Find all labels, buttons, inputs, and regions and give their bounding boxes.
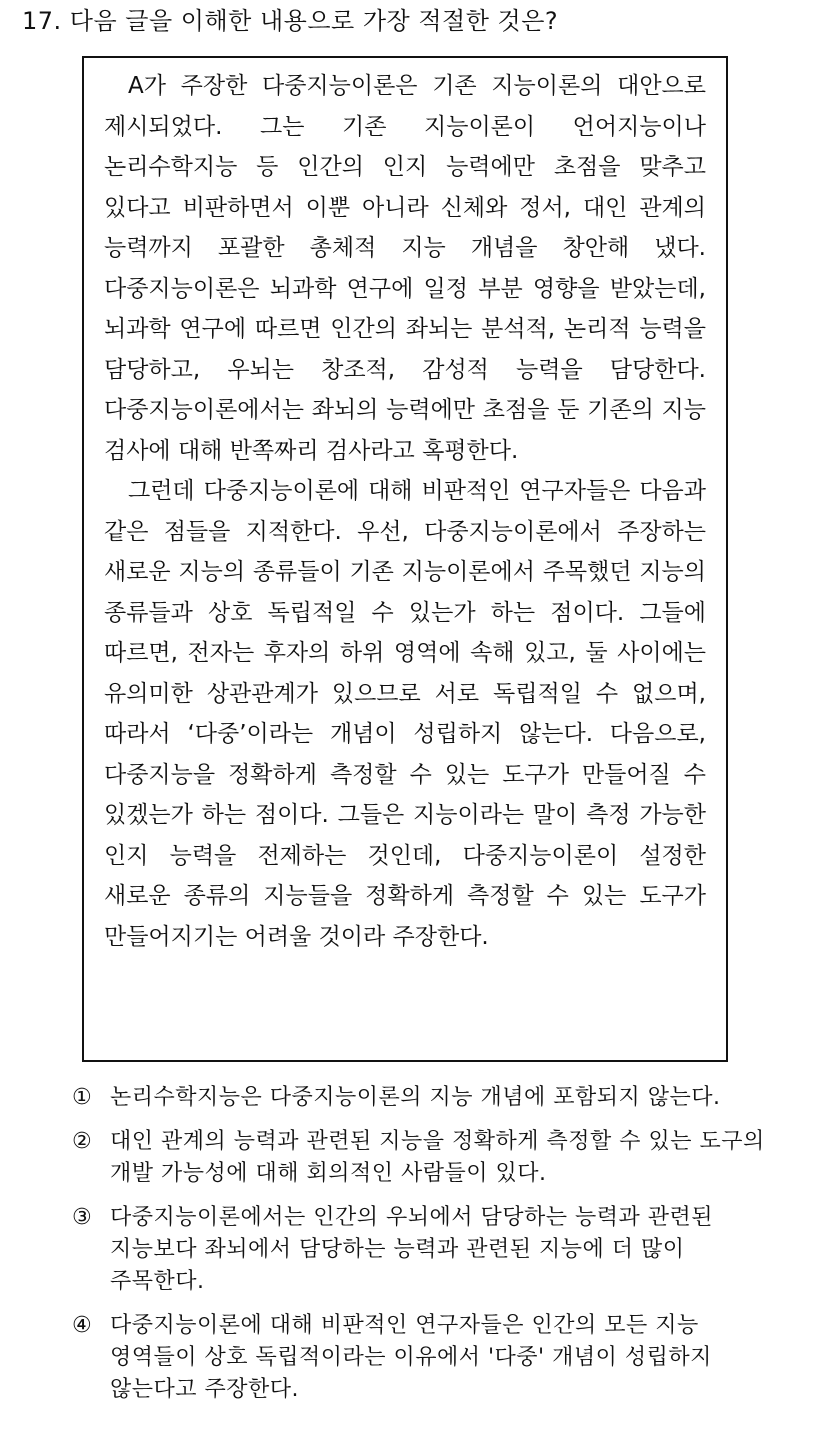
choice-number-1: ① [72,1085,92,1110]
choice-4[interactable] [72,1310,772,1406]
choice-text-2: 대인 관계의 능력과 관련된 지능을 정확하게 측정할 수 있는 도구의 개발 가능성에 대해 회의적인 사람들이 있다. [110,1129,765,1186]
passage-box [82,56,728,1062]
question-title: 17. 다음 글을 이해한 내용으로 가장 적절한 것은? [22,7,559,35]
choice-text-3: 다중지능이론에서는 인간의 우뇌에서 담당하는 능력과 관련된 지능보다 좌뇌에서 담당하는 능력과 관련된 지능에 더 많이 주목한다. [110,1205,714,1294]
choice-text-1: 논리수학지능은 다중지능이론의 지능 개념에 포함되지 않는다. [110,1085,721,1110]
passage-text [104,66,706,957]
choice-2[interactable] [72,1126,772,1190]
choice-number-3: ③ [72,1205,92,1230]
choice-3[interactable] [72,1202,772,1298]
choice-number-2: ② [72,1129,92,1154]
choice-1[interactable] [72,1082,772,1114]
choice-text-4: 다중지능이론에 대해 비판적인 연구자들은 인간의 모든 지능 영역들이 상호 독립적이라는 이유에서 '다중' 개념이 성립하지 않는다고 주장한다. [110,1313,712,1402]
answer-choices [72,1082,772,1418]
choice-number-4: ④ [72,1313,92,1338]
passage-paragraph-1: A가 주장한 다중지능이론은 기존 지능이론의 대안으로 제시되었다. 그는 기존 지능이론이 언어지능이나 논리수학지능 등 인간의 인지 능력에만 초점을 맞추고 있다고 비판하면서 이뿐 아니라 신체와 정서, 대인 관계의 능력까지 포괄한 총체적 지능 개념을 창안해 냈다. 다중지능이론은 뇌과학 연구에 일정 부분 영향을 받았는데, 뇌과학 연구에 따르면 인간의 좌뇌는 분석적, 논리적 능력을 담당하고, 우뇌는 창조적, 감성적 능력을 담당한다. 다중지능이론에서는 좌뇌의 능력에만 초점을 둔 기존의 지능 검사에 대해 반쪽짜리 검사라고 혹평한다. [104,73,706,464]
passage-paragraph-2: 그런데 다중지능이론에 대해 비판적인 연구자들은 다음과 같은 점들을 지적한다. 우선, 다중지능이론에서 주장하는 새로운 지능의 종류들이 기존 지능이론에서 주목했던 지능의 종류들과 상호 독립적일 수 있는가 하는 점이다. 그들에 따르면, 전자는 후자의 하위 영역에 속해 있고, 둘 사이에는 유의미한 상관관계가 있으므로 서로 독립적일 수 없으며, 따라서 ‘다중’이라는 개념이 성립하지 않는다. 다음으로, 다중지능을 정확하게 측정할 수 있는 도구가 만들어질 수 있겠는가 하는 점이다. 그들은 지능이라는 말이 측정 가능한 인지 능력을 전제하는 것인데, 다중지능이론이 설정한 새로운 종류의 지능들을 정확하게 측정할 수 있는 도구가 만들어지기는 어려울 것이라 주장한다. [104,478,706,950]
